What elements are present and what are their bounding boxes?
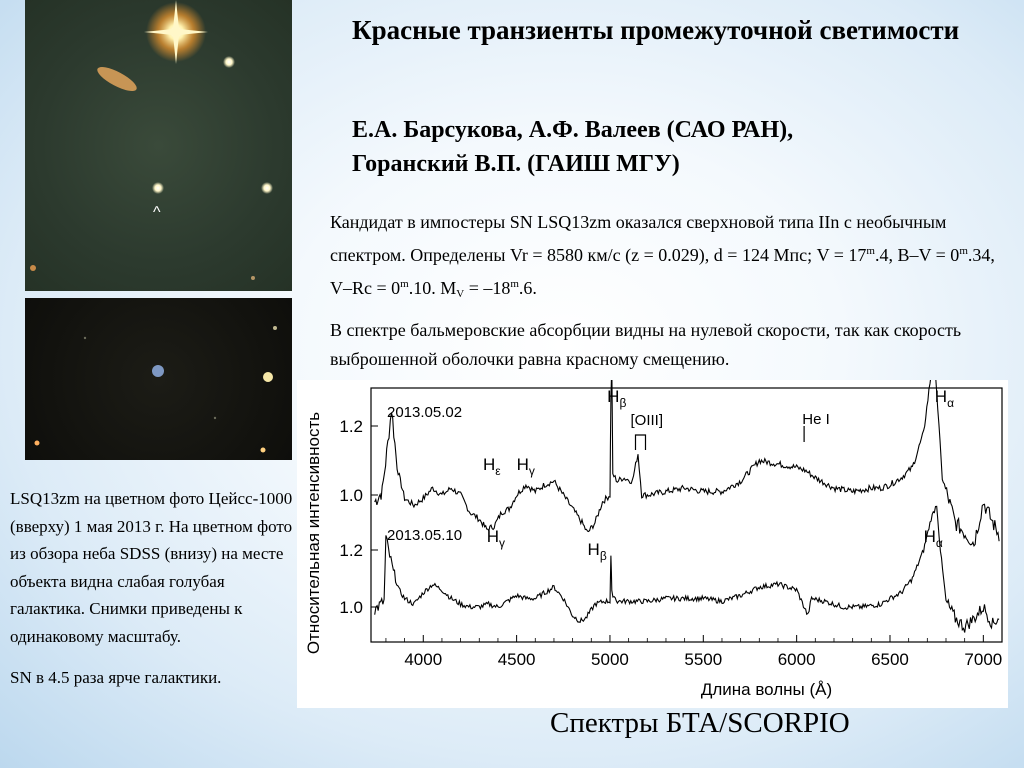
x-tick-label: 5500 [684, 650, 723, 669]
spectrum-annotation: $H_\beta$ [607, 387, 627, 410]
galaxy [94, 62, 139, 95]
authors [352, 113, 992, 181]
spectrum-annotation: $H_\beta$ [587, 540, 607, 563]
supernova-star [152, 182, 164, 194]
spectrum-annotation: $H_\gamma$ [486, 527, 506, 550]
y-tick-label: 1.2 [339, 541, 363, 560]
spectrum-annotation: 2013.05.02 [387, 404, 463, 421]
x-tick-label: 6500 [871, 650, 909, 669]
spectrum-annotation: He I [802, 411, 830, 428]
zeiss-photo [25, 0, 292, 291]
caption-paragraph-1: LSQ13zm на цветном фото Цейсс-1000 (вверху) 1 мая 2013 г. На цветном фото из обзора неба SDSS (внизу) на месте объекта видна слабая голубая галактика. Снимки приведены к одинаковому масштабу. [10, 489, 293, 646]
supernova-marker: ^ [153, 204, 161, 221]
footer-title: Спектры БТА/SCORPIO [550, 707, 850, 739]
bright-star [144, 0, 208, 64]
slide-title: Красные транзиенты промежуточной светимости [352, 15, 960, 45]
authors-line-2: Горанский В.П. (ГАИШ МГУ) [352, 151, 680, 177]
y-tick-label: 1.0 [339, 598, 363, 617]
spectrum-line-1 [375, 380, 999, 546]
y-tick-label: 1.2 [339, 417, 363, 436]
oiii-marker [635, 435, 645, 450]
x-tick-label: 4500 [497, 650, 536, 669]
sdss-photo [25, 298, 292, 460]
x-axis-label: Длина волны (Å) [700, 680, 833, 699]
spectrum-annotation: [OIII] [630, 412, 664, 429]
caption-paragraph-2: SN в 4.5 раза ярче галактики. [10, 668, 222, 687]
description-paragraph-2: В спектре бальмеровские абсорбции видны на нулевой скорости, так как скорость выброшенной оболочки равна красному смещению. [330, 320, 962, 369]
blue-galaxy [152, 365, 164, 377]
x-tick-label: 4000 [404, 650, 443, 669]
authors-line-1: Е.А. Барсукова, А.Ф. Валеев (САО РАН), [352, 117, 794, 143]
x-tick-label: 7000 [964, 650, 1003, 669]
x-tick-label: 5000 [591, 650, 629, 669]
x-tick-label: 6000 [777, 650, 816, 669]
y-axis-label: Относительная интенсивность [304, 411, 323, 655]
spectrum-annotation: 2013.05.10 [387, 527, 463, 544]
photo-caption [10, 485, 295, 692]
y-tick-label: 1.0 [339, 486, 363, 505]
spectrum-line-2 [375, 506, 999, 632]
chart-frame [371, 388, 1002, 642]
spectrum-annotation: $H_\alpha$ [934, 387, 955, 410]
spectrum-annotation: $H_\gamma$ [516, 455, 535, 478]
description-paragraph-1: Кандидат в импостеры SN LSQ13zm оказался сверхновой типа IIn с необычным спектром. Определены Vr = 8580 км/с (z = 0.029), d = 124 Мпс; $V = 17^m.4$, $B-V = 0^m.34$, $V-Rc = 0^m.10$. $M_V = -18^m.6$. [330, 212, 995, 300]
spectrum-chart [297, 380, 1008, 708]
spectrum-annotation: $H_\varepsilon$ [483, 455, 501, 478]
spectrum-annotation: $H_\alpha$ [923, 527, 943, 550]
